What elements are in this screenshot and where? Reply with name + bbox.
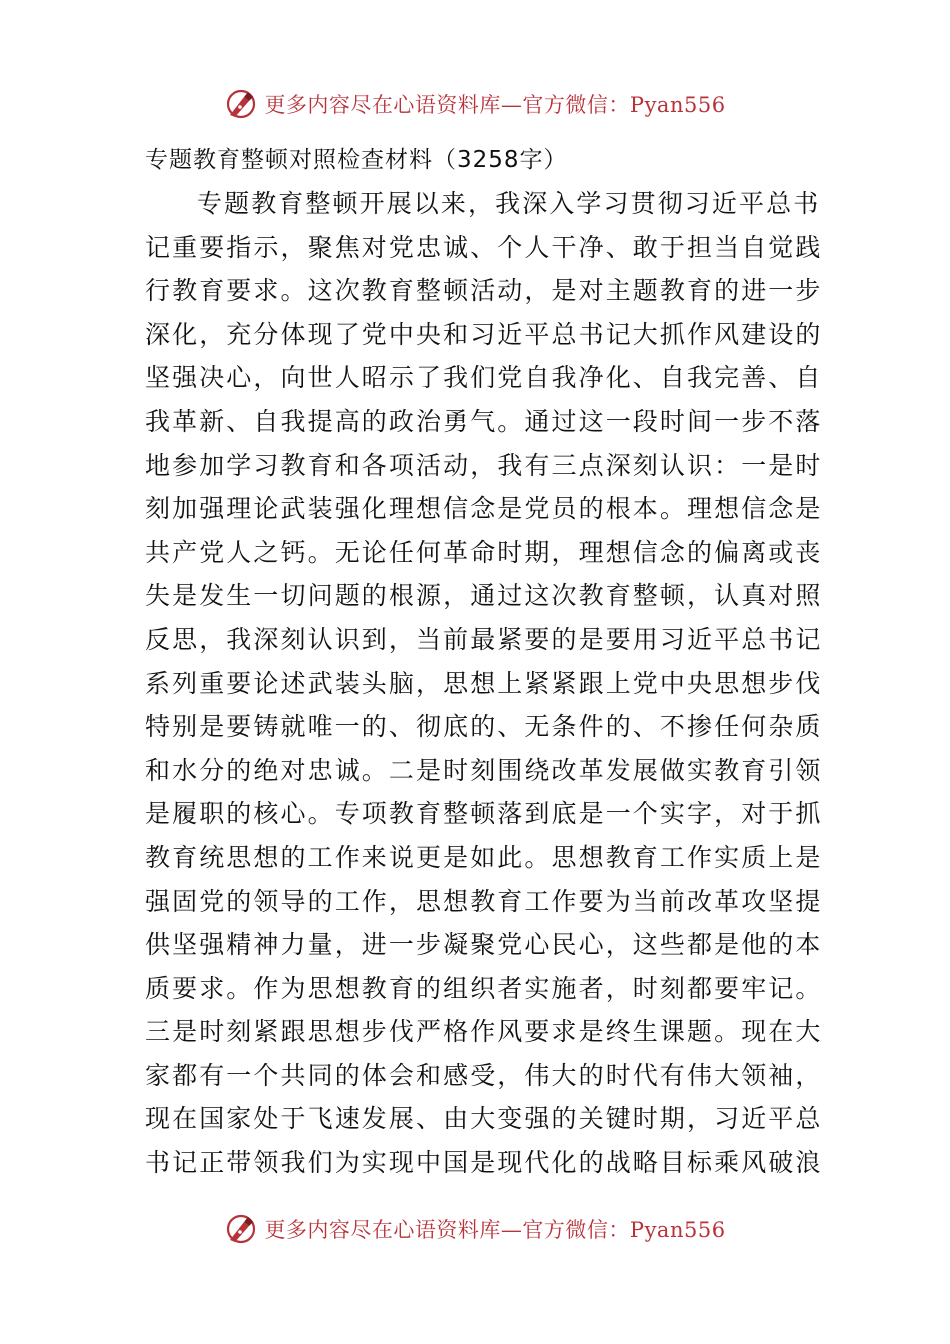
- pen-nib-logo-icon: [224, 87, 258, 121]
- paragraph-line: 专题教育整顿开展以来，我深入学习贯彻习近平总书: [197, 189, 821, 218]
- paragraph-line: 系列重要论述武装头脑，思想上紧紧跟上党中央思想步伐: [145, 668, 823, 698]
- watermark-text: 更多内容尽在心语资料库—官方微信：Pyan556: [264, 1218, 726, 1242]
- paragraph-line: 特别是要铸就唯一的、彻底的、无条件的、不掺任何杂质: [145, 712, 823, 742]
- paragraph-line: 行教育要求。这次教育整顿活动，是对主题教育的进一步: [145, 276, 823, 306]
- paragraph-line: 质要求。作为思想教育的组织者实施者，时刻都要牢记。: [145, 973, 823, 1003]
- pen-nib-logo-icon: [224, 1212, 258, 1246]
- paragraph-line: 家都有一个共同的体会和感受，伟大的时代有伟大领袖，: [145, 1060, 823, 1090]
- paragraph-line: 地参加学习教育和各项活动，我有三点深刻认识：一是时: [145, 450, 823, 480]
- paragraph-line: 书记正带领我们为实现中国是现代化的战略目标乘风破浪: [145, 1148, 823, 1178]
- paragraph-line: 现在国家处于飞速发展、由大变强的关键时期，习近平总: [145, 1104, 823, 1134]
- paragraph-line: 深化，充分体现了党中央和习近平总书记大抓作风建设的: [145, 319, 823, 349]
- paragraph-line: 我革新、自我提高的政治勇气。通过这一段时间一步不落: [145, 406, 823, 436]
- paragraph-line: 刻加强理论武装强化理想信念是党员的根本。理想信念是: [145, 494, 823, 524]
- paragraph-line: 三是时刻紧跟思想步伐严格作风要求是终生课题。现在大: [145, 1017, 823, 1047]
- paragraph-line: 记重要指示，聚焦对党忠诚、个人干净、敢于担当自觉践: [145, 232, 823, 262]
- footer-watermark: [0, 1209, 950, 1249]
- paragraph-line: 教育统思想的工作来说更是如此。思想教育工作实质上是: [145, 842, 823, 872]
- paragraph-line: 是履职的核心。专项教育整顿落到底是一个实字，对于抓: [145, 799, 823, 829]
- watermark-text: 更多内容尽在心语资料库—官方微信：Pyan556: [264, 93, 726, 117]
- paragraph-line: 共产党人之钙。无论任何革命时期，理想信念的偏离或丧: [145, 537, 823, 567]
- paragraph-line: 坚强决心，向世人昭示了我们党自我净化、自我完善、自: [145, 363, 823, 393]
- paragraph-line: 和水分的绝对忠诚。二是时刻围绕改革发展做实教育引领: [145, 755, 823, 785]
- paragraph-line: 强固党的领导的工作，思想教育工作要为当前改革攻坚提: [145, 886, 823, 916]
- document-title: 专题教育整顿对照检查材料（3258字）: [145, 147, 568, 173]
- paragraph-line: 反思，我深刻认识到，当前最紧要的是要用习近平总书记: [145, 624, 823, 654]
- header-watermark: [0, 84, 950, 124]
- paragraph-line: 失是发生一切问题的根源，通过这次教育整顿，认真对照: [145, 581, 823, 611]
- paragraph-line: 供坚强精神力量，进一步凝聚党心民心，这些都是他的本: [145, 930, 823, 960]
- document-body: [145, 138, 823, 1185]
